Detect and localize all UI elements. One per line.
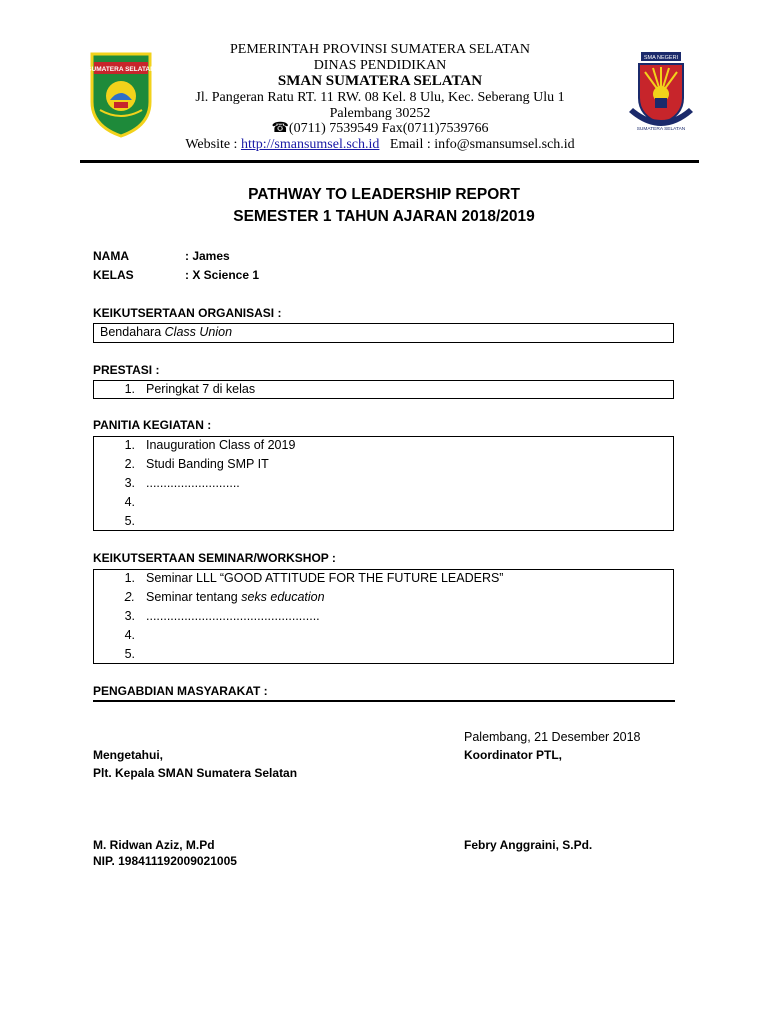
organisasi-value: Bendahara Class Union [100,325,233,339]
seminar-box: 1. Seminar LLL “GOOD ATTITUDE FOR THE FUTURE LEADERS” 2. Seminar tentang seks education 3. .................................................. 4. 5. [93,569,674,664]
department-line: DINAS PENDIDIKAN [313,57,447,73]
pengabdian-line [93,700,675,702]
panitia-heading: PANITIA KEGIATAN : [93,418,212,432]
phone-icon: ☎ [271,121,289,136]
school-city: Palembang 30252 [329,105,431,121]
organisasi-box [93,323,674,343]
place-date: Palembang, 21 Desember 2018 [464,730,641,744]
school-emblem-logo [625,50,697,136]
class-label: KELAS [93,268,134,282]
class-value: : X Science 1 [185,268,260,282]
organisasi-heading: KEIKUTSERTAAN ORGANISASI : [93,306,282,320]
government-line: PEMERINTAH PROVINSI SUMATERA SELATAN [230,42,530,57]
school-phone: ☎(0711) 7539549 Fax(0711)7539766 [271,121,489,136]
report-title: PATHWAY TO LEADERSHIP REPORT [248,186,520,203]
letterhead [80,40,700,160]
prestasi-heading: PRESTASI : [93,363,160,377]
svg-text:SUMATERA SELATAN: SUMATERA SELATAN [88,66,154,73]
report-subtitle: SEMESTER 1 TAHUN AJARAN 2018/2019 [233,208,535,225]
school-contact: Website : http://smansumsel.sch.id Email : info@smansumsel.sch.id [185,136,575,152]
acknowledged-label: Mengetahui, [93,748,164,762]
website-link[interactable]: http://smansumsel.sch.id [240,136,380,152]
principal-title: Plt. Kepala SMAN Sumatera Selatan [93,766,298,780]
prestasi-box: 1. Peringkat 7 di kelas [93,380,674,399]
principal-nip: NIP. 198411192009021005 [93,854,237,868]
svg-text:SUMATERA SELATAN: SUMATERA SELATAN [636,127,686,132]
school-address: Jl. Pangeran Ratu RT. 11 RW. 08 Kel. 8 Ulu, Kec. Seberang Ulu 1 [195,90,565,105]
coordinator-label: Koordinator PTL, [464,748,562,762]
school-name: SMAN SUMATERA SELATAN [277,73,483,89]
name-label: NAMA [93,249,129,263]
letterhead-rule [80,160,699,163]
panitia-box: 1. Inauguration Class of 2019 2. Studi Banding SMP IT 3. ........................... 4. 5. [93,436,674,531]
pengabdian-heading: PENGABDIAN MASYARAKAT : [93,684,268,698]
principal-name: M. Ridwan Aziz, M.Pd [93,838,215,852]
name-value: : James [185,249,230,263]
coordinator-name: Febry Anggraini, S.Pd. [464,838,593,852]
school-email: Email : info@smansumsel.sch.id [389,136,575,152]
province-emblem-logo [88,50,154,138]
svg-text:SMA NEGERI: SMA NEGERI [643,55,679,61]
letterhead-text [170,42,590,152]
seminar-heading: KEIKUTSERTAAN SEMINAR/WORKSHOP : [93,551,336,565]
